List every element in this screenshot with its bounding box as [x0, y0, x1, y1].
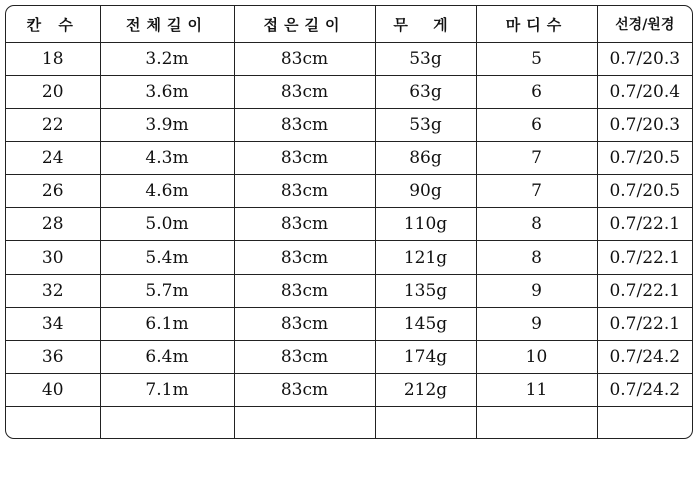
empty-cell: [6, 406, 100, 438]
cell-diameter: 0.7/20.5: [597, 175, 692, 208]
cell-folded-length: 83cm: [234, 241, 375, 274]
cell-total-length: 3.2m: [100, 43, 234, 76]
cell-diameter: 0.7/22.1: [597, 241, 692, 274]
empty-cell: [597, 406, 692, 438]
cell-sections: 36: [6, 340, 100, 373]
table-row: [6, 307, 692, 340]
cell-total-length: 7.1m: [100, 373, 234, 406]
table-row: [6, 241, 692, 274]
cell-sections: 24: [6, 142, 100, 175]
cell-weight: 63g: [375, 76, 476, 109]
cell-joints: 9: [476, 307, 597, 340]
cell-folded-length: 83cm: [234, 208, 375, 241]
cell-sections: 20: [6, 76, 100, 109]
cell-joints: 6: [476, 109, 597, 142]
empty-row: [6, 406, 692, 438]
cell-weight: 121g: [375, 241, 476, 274]
header-joints: 마디수: [476, 6, 597, 43]
cell-folded-length: 83cm: [234, 307, 375, 340]
cell-weight: 212g: [375, 373, 476, 406]
cell-weight: 110g: [375, 208, 476, 241]
cell-folded-length: 83cm: [234, 109, 375, 142]
cell-joints: 8: [476, 241, 597, 274]
header-row: [6, 6, 692, 43]
cell-diameter: 0.7/22.1: [597, 307, 692, 340]
cell-sections: 30: [6, 241, 100, 274]
cell-total-length: 5.0m: [100, 208, 234, 241]
header-tip-butt-diameter: 선경/원경: [597, 6, 692, 43]
cell-weight: 53g: [375, 43, 476, 76]
header-sections: 칸 수: [6, 6, 100, 43]
header-total-length: 전체길이: [100, 6, 234, 43]
cell-folded-length: 83cm: [234, 274, 375, 307]
cell-sections: 22: [6, 109, 100, 142]
cell-folded-length: 83cm: [234, 43, 375, 76]
cell-total-length: 3.6m: [100, 76, 234, 109]
cell-diameter: 0.7/20.3: [597, 109, 692, 142]
cell-joints: 11: [476, 373, 597, 406]
empty-cell: [375, 406, 476, 438]
cell-diameter: 0.7/22.1: [597, 208, 692, 241]
cell-sections: 18: [6, 43, 100, 76]
cell-folded-length: 83cm: [234, 373, 375, 406]
table-row: [6, 373, 692, 406]
cell-joints: 8: [476, 208, 597, 241]
cell-total-length: 3.9m: [100, 109, 234, 142]
cell-folded-length: 83cm: [234, 76, 375, 109]
spec-table-frame: [5, 5, 693, 439]
cell-sections: 26: [6, 175, 100, 208]
cell-weight: 135g: [375, 274, 476, 307]
cell-weight: 174g: [375, 340, 476, 373]
empty-cell: [234, 406, 375, 438]
cell-joints: 9: [476, 274, 597, 307]
table-row: [6, 142, 692, 175]
cell-diameter: 0.7/24.2: [597, 340, 692, 373]
cell-diameter: 0.7/22.1: [597, 274, 692, 307]
table-row: [6, 43, 692, 76]
header-folded-length: 접은길이: [234, 6, 375, 43]
table-row: [6, 175, 692, 208]
cell-joints: 5: [476, 43, 597, 76]
cell-total-length: 4.3m: [100, 142, 234, 175]
header-weight: 무 게: [375, 6, 476, 43]
cell-sections: 34: [6, 307, 100, 340]
cell-joints: 7: [476, 175, 597, 208]
cell-folded-length: 83cm: [234, 142, 375, 175]
table-row: [6, 274, 692, 307]
cell-sections: 40: [6, 373, 100, 406]
cell-sections: 32: [6, 274, 100, 307]
cell-diameter: 0.7/20.4: [597, 76, 692, 109]
cell-joints: 6: [476, 76, 597, 109]
table-row: [6, 76, 692, 109]
empty-cell: [476, 406, 597, 438]
empty-cell: [100, 406, 234, 438]
cell-sections: 28: [6, 208, 100, 241]
cell-folded-length: 83cm: [234, 175, 375, 208]
cell-joints: 10: [476, 340, 597, 373]
cell-diameter: 0.7/24.2: [597, 373, 692, 406]
spec-table: [6, 6, 692, 438]
cell-total-length: 6.1m: [100, 307, 234, 340]
cell-weight: 145g: [375, 307, 476, 340]
table-row: [6, 340, 692, 373]
cell-total-length: 5.4m: [100, 241, 234, 274]
cell-folded-length: 83cm: [234, 340, 375, 373]
cell-total-length: 4.6m: [100, 175, 234, 208]
cell-total-length: 6.4m: [100, 340, 234, 373]
cell-diameter: 0.7/20.5: [597, 142, 692, 175]
table-row: [6, 109, 692, 142]
cell-weight: 86g: [375, 142, 476, 175]
cell-diameter: 0.7/20.3: [597, 43, 692, 76]
table-row: [6, 208, 692, 241]
cell-total-length: 5.7m: [100, 274, 234, 307]
cell-weight: 90g: [375, 175, 476, 208]
cell-weight: 53g: [375, 109, 476, 142]
cell-joints: 7: [476, 142, 597, 175]
